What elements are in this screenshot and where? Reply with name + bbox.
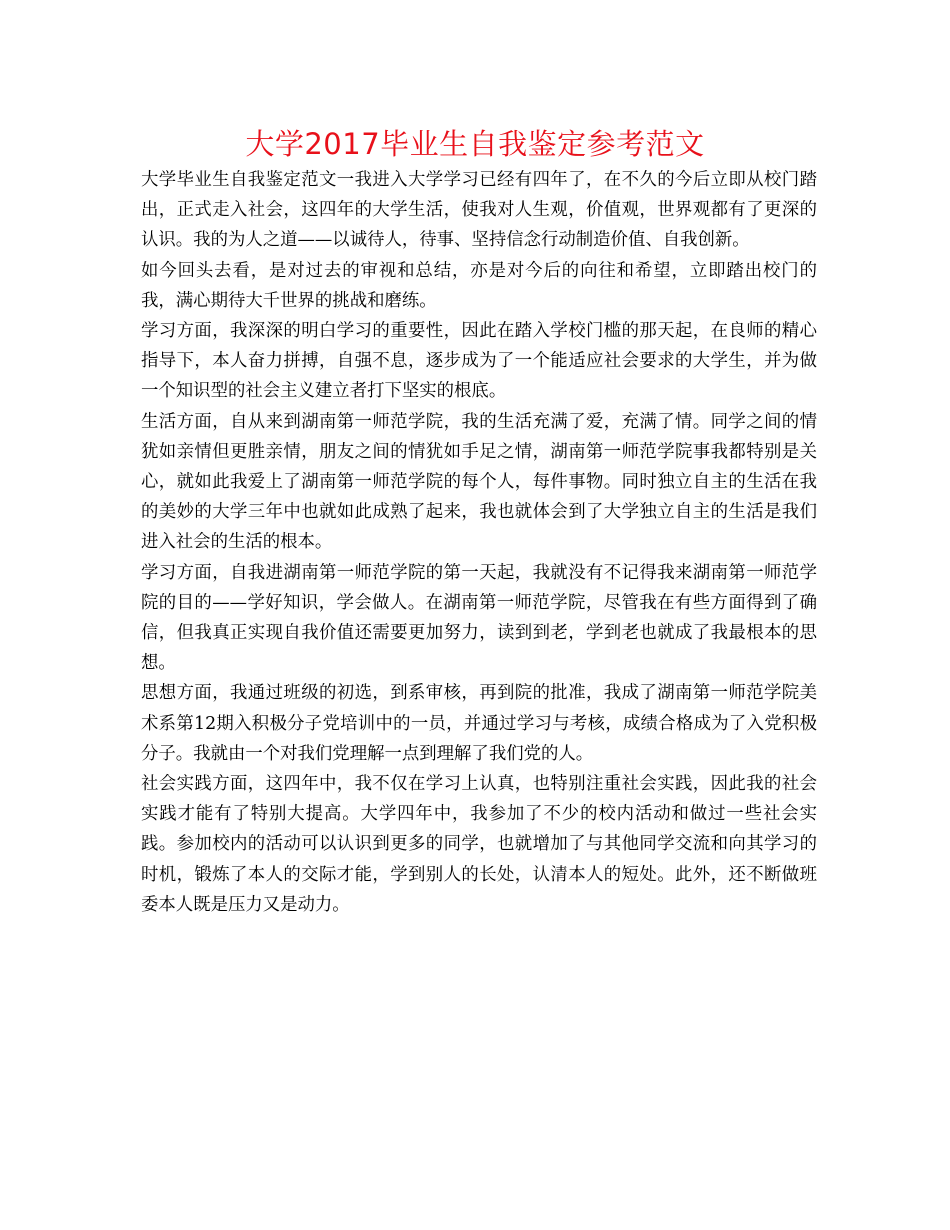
paragraph-life: 生活方面，自从来到湖南第一师范学院，我的生活充满了爱，充满了情。同学之间的情犹如亲情但更胜亲情，朋友之间的情犹如手足之情，湖南第一师范学院事我都特别是关心，就如此我爱上了湖南第一师范学院的每个人，每件事物。同时独立自主的生活在我的美妙的大学三年中也就如此成熟了起来，我也就体会到了大学独立自主的生活是我们进入社会的生活的根本。 — [141, 411, 817, 553]
document-body — [141, 165, 817, 920]
paragraph-thought: 思想方面，我通过班级的初选，到系审核，再到院的批准，我成了湖南第一师范学院美术系第12期入积极分子党培训中的一员，并通过学习与考核，成绩合格成为了入党积极分子。我就由一个对我们党理解一点到理解了我们党的人。 — [141, 683, 817, 764]
paragraph-learning: 学习方面，自我进湖南第一师范学院的第一天起，我就没有不记得我来湖南第一师范学院的目的——学好知识，学会做人。在湖南第一师范学院，尽管我在有些方面得到了确信，但我真正实现自我价值还需要更加努力，读到到老，学到老也就成了我最根本的思想。 — [141, 562, 817, 674]
paragraph-reflection: 如今回头去看，是对过去的审视和总结，亦是对今后的向往和希望，立即踏出校门的我，满心期待大千世界的挑战和磨练。 — [141, 260, 817, 311]
paragraph-practice: 社会实践方面，这四年中，我不仅在学习上认真，也特别注重社会实践，因此我的社会实践才能有了特别大提高。大学四年中，我参加了不少的校内活动和做过一些社会实践。参加校内的活动可以认识到更多的同学，也就增加了与其他同学交流和向其学习的时机，锻炼了本人的交际才能，学到别人的长处，认清本人的短处。此外，还不断做班委本人既是压力又是动力。 — [141, 774, 817, 915]
paragraph-intro: 大学毕业生自我鉴定范文一我进入大学学习已经有四年了，在不久的今后立即从校门踏出，正式走入社会，这四年的大学生活，使我对人生观，价值观，世界观都有了更深的认识。我的为人之道——以诚待人，待事、坚持信念行动制造价值、自我创新。 — [141, 170, 817, 251]
document-title: 大学2017毕业生自我鉴定参考范文 — [245, 127, 705, 161]
paragraph-study: 学习方面，我深深的明白学习的重要性，因此在踏入学校门槛的那天起，在良师的精心指导下，本人奋力拼搏，自强不息，逐步成为了一个能适应社会要求的大学生，并为做一个知识型的社会主义建立者打下坚实的根底。 — [141, 321, 817, 402]
